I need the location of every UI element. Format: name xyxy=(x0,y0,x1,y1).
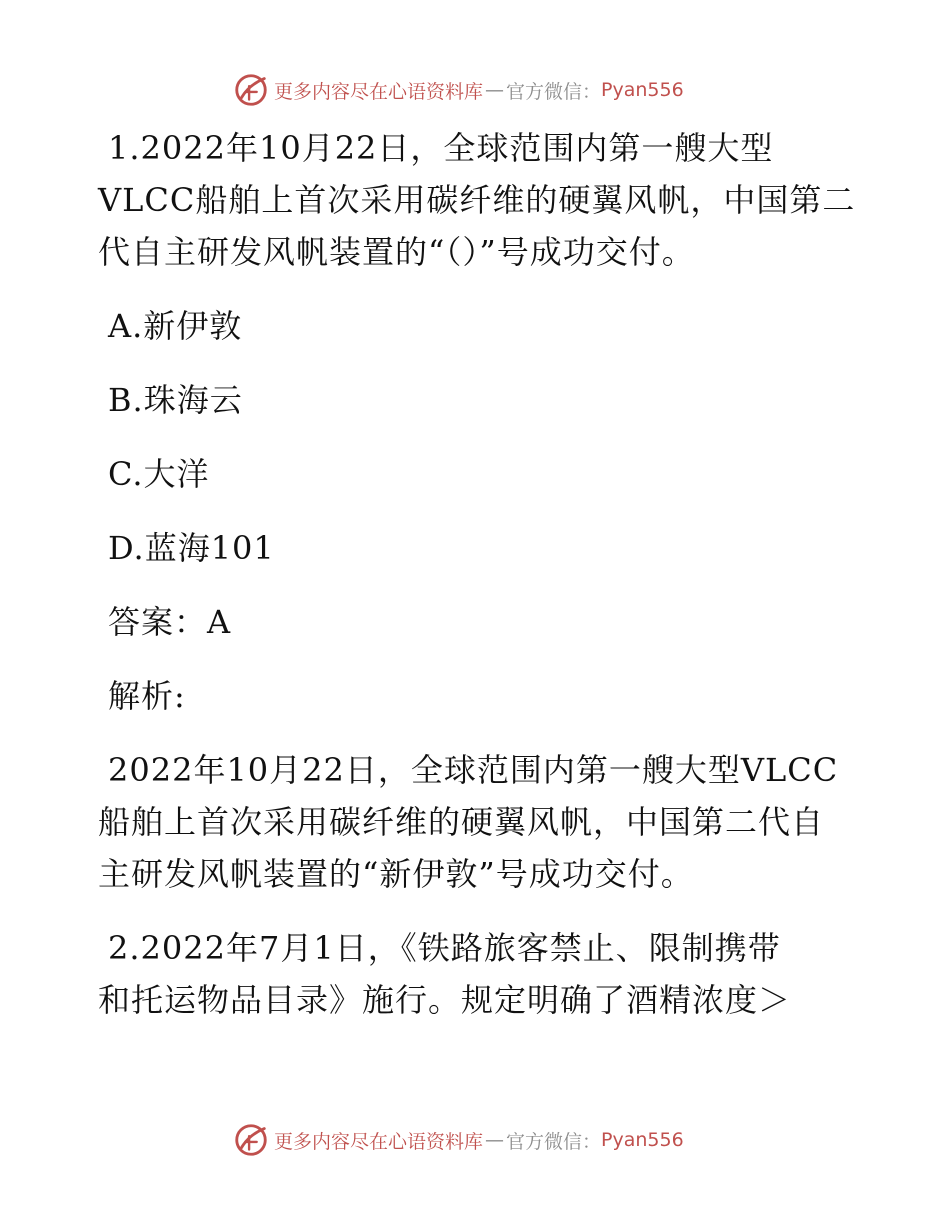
question-1-line-3: 代自主研发风帆装置的“（）”号成功交付。 xyxy=(98,233,695,271)
footer-watermark xyxy=(232,1120,684,1160)
watermark-wechat-label: 官方微信： xyxy=(506,1130,602,1153)
option-b: B.珠海云 xyxy=(108,381,243,419)
question-2-line-2: 和托运物品目录》施行。规定明确了酒精浓度＞ xyxy=(98,981,792,1019)
option-c: C.大洋 xyxy=(108,455,210,493)
watermark-wechat-id: Pyan556 xyxy=(601,79,684,101)
option-d: D.蓝海101 xyxy=(108,529,275,567)
watermark-text: 更多内容尽在心语资料库 xyxy=(274,1130,484,1153)
header-watermark xyxy=(232,70,684,110)
question-2 xyxy=(98,922,868,1026)
analysis-line-3: 主研发风帆装置的“新伊敦”号成功交付。 xyxy=(98,855,694,893)
watermark-dash: — xyxy=(485,79,505,101)
question-1-line-1: 1.2022年10月22日，全球范围内第一艘大型 xyxy=(108,129,774,167)
answer: 答案：A xyxy=(108,603,232,641)
analysis-line-1: 2022年10月22日，全球范围内第一艘大型VLCC xyxy=(108,751,839,789)
red-seal-logo-icon xyxy=(232,71,270,109)
analysis-label: 解析: xyxy=(108,677,186,715)
question-1-line-2: VLCC船舶上首次采用碳纤维的硬翼风帆，中国第二 xyxy=(98,181,856,219)
watermark-wechat-label: 官方微信： xyxy=(506,80,602,103)
question-1 xyxy=(98,122,868,900)
document-content xyxy=(98,122,868,1026)
watermark-dash: — xyxy=(485,1129,505,1151)
red-seal-logo-icon xyxy=(232,1121,270,1159)
analysis-line-2: 船舶上首次采用碳纤维的硬翼风帆，中国第二代自 xyxy=(98,803,825,841)
watermark-wechat-id: Pyan556 xyxy=(601,1129,684,1151)
question-2-line-1: 2.2022年7月1日，《铁路旅客禁止、限制携带 xyxy=(108,929,781,967)
option-a: A.新伊敦 xyxy=(108,307,243,345)
watermark-text: 更多内容尽在心语资料库 xyxy=(274,80,484,103)
